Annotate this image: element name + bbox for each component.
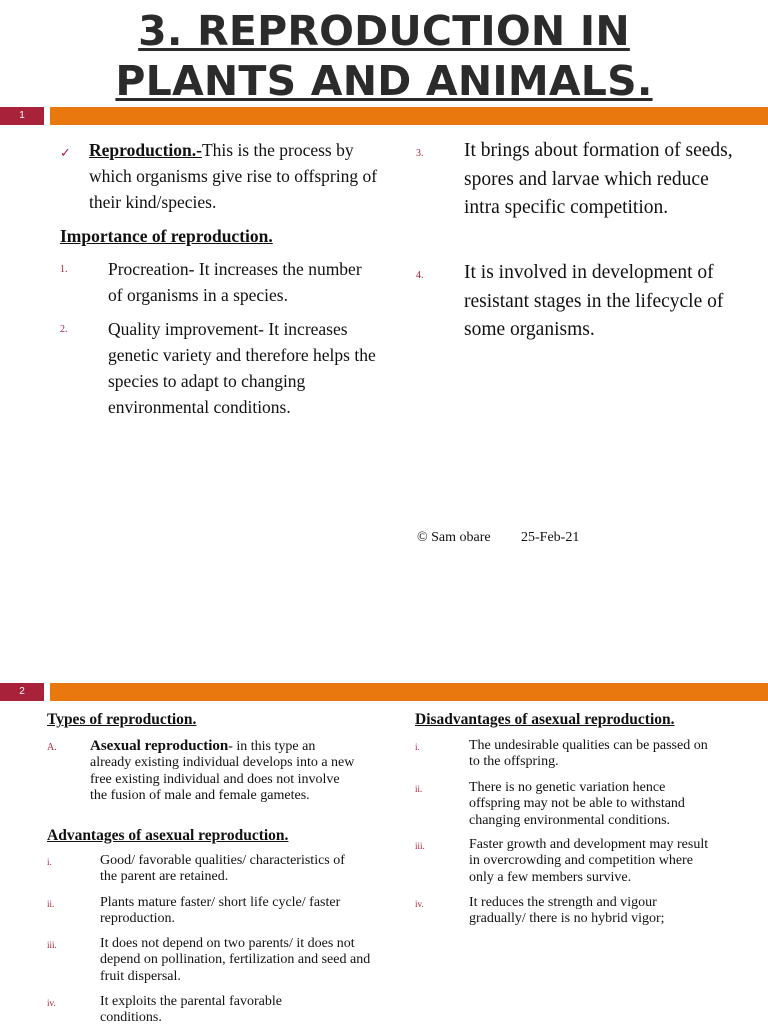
slide-number-badge: 2: [0, 683, 44, 701]
page-title: 3. REPRODUCTION IN PLANTS AND ANIMALS.: [115, 7, 653, 105]
types-heading: Types of reproduction.: [47, 711, 197, 728]
list-marker: i.: [415, 742, 420, 752]
check-icon: ✓: [60, 145, 71, 160]
list-marker: iii.: [415, 841, 425, 851]
list-item: It reduces the strength and vigour gradually/ there is no hybrid vigor;: [469, 895, 665, 927]
list-item: The undesirable qualities can be passed on to the offspring.: [469, 738, 708, 770]
list-item: Procreation- It increases the number of organisms in a species.: [108, 259, 362, 305]
list-marker: i.: [47, 857, 52, 867]
list-item: It does not depend on two parents/ it does not depend on pollination, fertilization and seed and fruit dispersal.: [100, 936, 371, 984]
list-item: Plants mature faster/ short life cycle/ faster reproduction.: [100, 895, 341, 927]
list-marker: 2.: [60, 324, 68, 335]
list-marker: ii.: [47, 899, 55, 909]
slide-header-bar: [50, 683, 768, 701]
list-marker: 1.: [60, 264, 68, 275]
list-marker: iv.: [415, 899, 424, 909]
footer-copyright: © Sam obare: [417, 530, 491, 545]
list-marker: iii.: [47, 940, 57, 950]
asexual-definition: Asexual reproduction- in this type an already existing individual develops into a new free existing individual and does not involve the fusion of male and female gametes.: [90, 738, 355, 803]
slide-number-badge: 1: [0, 107, 44, 125]
list-marker: A.: [47, 742, 57, 753]
advantages-heading: Advantages of asexual reproduction.: [47, 827, 289, 844]
list-marker: ii.: [415, 784, 423, 794]
list-item: Quality improvement- It increases genetic variety and therefore helps the species to adapt to changing environmental conditions.: [108, 319, 376, 417]
list-marker: 3.: [416, 148, 424, 159]
list-item: It brings about formation of seeds, spores and larvae which reduce intra specific competition.: [464, 140, 733, 218]
list-marker: iv.: [47, 998, 56, 1008]
slide-header-bar: [50, 107, 768, 125]
definition-text: Reproduction.-This is the process by which organisms give rise to offspring of their kind/species.: [89, 140, 378, 212]
list-item: It exploits the parental favorable conditions.: [100, 994, 282, 1026]
list-item: There is no genetic variation hence offspring may not be able to withstand changing environmental conditions.: [469, 780, 685, 828]
importance-heading: Importance of reproduction.: [60, 226, 273, 246]
list-marker: 4.: [416, 270, 424, 281]
disadvantages-heading: Disadvantages of asexual reproduction.: [415, 711, 675, 728]
list-item: It is involved in development of resistant stages in the lifecycle of some organisms.: [464, 262, 724, 340]
list-item: Good/ favorable qualities/ characteristics of the parent are retained.: [100, 853, 345, 885]
list-item: Faster growth and development may result in overcrowding and competition where only a few members survive.: [469, 837, 709, 885]
footer-date: 25-Feb-21: [521, 530, 580, 545]
